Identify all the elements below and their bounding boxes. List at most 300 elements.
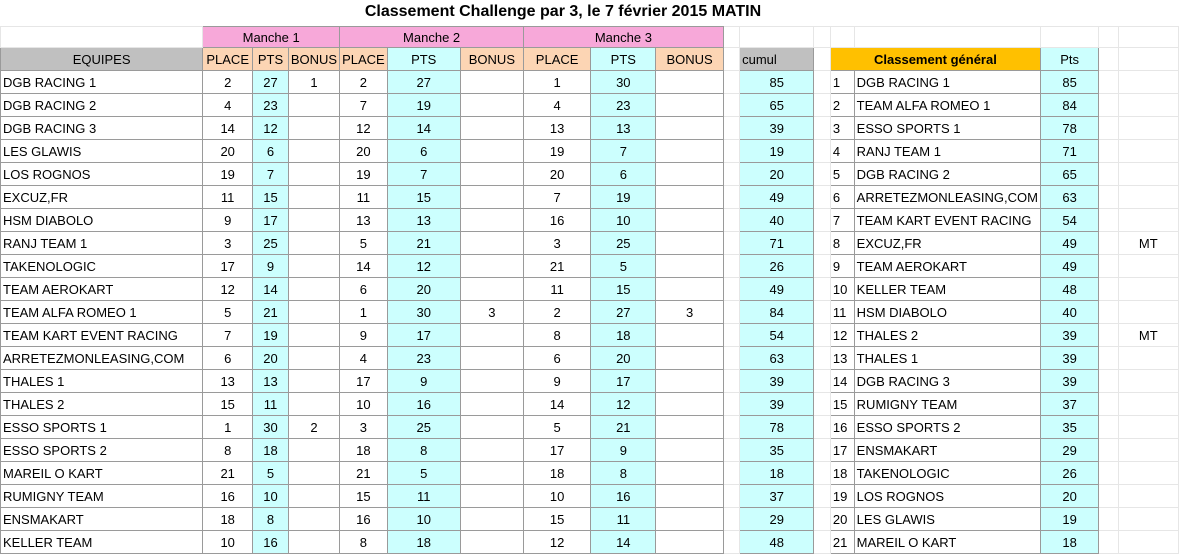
general-team-name: ESSO SPORTS 2 (854, 416, 1040, 439)
m2-pts: 25 (387, 416, 460, 439)
m2-place: 19 (340, 163, 388, 186)
m1-pts: 15 (253, 186, 289, 209)
m3-place: 18 (524, 462, 591, 485)
team-name: EXCUZ,FR (1, 186, 203, 209)
m2-place: 3 (340, 416, 388, 439)
general-note (1118, 140, 1178, 163)
m2-pts: 21 (387, 232, 460, 255)
general-team-name: LES GLAWIS (854, 508, 1040, 531)
general-team-name: ENSMAKART (854, 439, 1040, 462)
m2-bonus-header: BONUS (460, 48, 523, 71)
manche-2-label: Manche 2 (340, 27, 524, 48)
m2-place: 13 (340, 209, 388, 232)
cumul-value: 39 (740, 370, 814, 393)
general-pts: 18 (1040, 531, 1098, 554)
team-name: TEAM KART EVENT RACING (1, 324, 203, 347)
table-row (1, 163, 1179, 186)
cumul-value: 37 (740, 485, 814, 508)
m2-pts: 17 (387, 324, 460, 347)
m1-place: 5 (203, 301, 253, 324)
table-row (1, 209, 1179, 232)
m1-place: 11 (203, 186, 253, 209)
general-pts: 35 (1040, 416, 1098, 439)
m2-bonus (460, 462, 523, 485)
m1-pts: 8 (253, 508, 289, 531)
m2-bonus (460, 324, 523, 347)
m3-pts: 17 (591, 370, 656, 393)
m3-place: 6 (524, 347, 591, 370)
general-rank: 8 (830, 232, 854, 255)
m2-bonus (460, 370, 523, 393)
general-note (1118, 117, 1178, 140)
table-row (1, 462, 1179, 485)
general-rank: 11 (830, 301, 854, 324)
general-pts: 78 (1040, 117, 1098, 140)
general-note (1118, 416, 1178, 439)
team-name: HSM DIABOLO (1, 209, 203, 232)
equipes-header: EQUIPES (1, 48, 203, 71)
general-team-name: RANJ TEAM 1 (854, 140, 1040, 163)
m2-place: 18 (340, 439, 388, 462)
m1-place: 16 (203, 485, 253, 508)
m3-pts: 18 (591, 324, 656, 347)
column-header-row (1, 48, 1179, 71)
team-name: LOS ROGNOS (1, 163, 203, 186)
m2-pts: 5 (387, 462, 460, 485)
m2-place: 21 (340, 462, 388, 485)
m1-pts: 19 (253, 324, 289, 347)
cumul-value: 49 (740, 278, 814, 301)
general-note (1118, 301, 1178, 324)
general-team-name: TEAM ALFA ROMEO 1 (854, 94, 1040, 117)
m2-bonus (460, 140, 523, 163)
m1-pts: 5 (253, 462, 289, 485)
m3-bonus: 3 (656, 301, 723, 324)
m3-pts: 5 (591, 255, 656, 278)
table-row (1, 255, 1179, 278)
general-pts: 84 (1040, 94, 1098, 117)
general-team-name: ARRETEZMONLEASING,COM (854, 186, 1040, 209)
m3-pts: 13 (591, 117, 656, 140)
m1-place: 17 (203, 255, 253, 278)
general-rank: 9 (830, 255, 854, 278)
m3-bonus-header: BONUS (656, 48, 723, 71)
m1-bonus (288, 140, 339, 163)
m1-bonus (288, 347, 339, 370)
general-pts: 85 (1040, 71, 1098, 94)
table-row (1, 117, 1179, 140)
m3-place: 16 (524, 209, 591, 232)
m3-pts: 6 (591, 163, 656, 186)
cumul-value: 19 (740, 140, 814, 163)
general-team-name: THALES 1 (854, 347, 1040, 370)
m1-bonus (288, 393, 339, 416)
general-team-name: RUMIGNY TEAM (854, 393, 1040, 416)
m2-bonus (460, 94, 523, 117)
general-rank: 16 (830, 416, 854, 439)
table-row (1, 370, 1179, 393)
general-rank: 6 (830, 186, 854, 209)
cumul-value: 18 (740, 462, 814, 485)
m1-place: 14 (203, 117, 253, 140)
m3-place: 17 (524, 439, 591, 462)
general-note: MT (1118, 232, 1178, 255)
m2-bonus (460, 209, 523, 232)
m2-place: 14 (340, 255, 388, 278)
table-row (1, 140, 1179, 163)
team-name: DGB RACING 1 (1, 71, 203, 94)
m1-bonus: 1 (288, 71, 339, 94)
cumul-value: 54 (740, 324, 814, 347)
m3-place: 5 (524, 416, 591, 439)
m1-place: 19 (203, 163, 253, 186)
table-row (1, 186, 1179, 209)
m1-pts: 13 (253, 370, 289, 393)
m2-place: 4 (340, 347, 388, 370)
m3-bonus (656, 439, 723, 462)
general-note (1118, 393, 1178, 416)
m3-place: 10 (524, 485, 591, 508)
m3-place: 9 (524, 370, 591, 393)
m1-place: 10 (203, 531, 253, 554)
m2-bonus (460, 508, 523, 531)
m1-pts: 27 (253, 71, 289, 94)
general-note (1118, 462, 1178, 485)
general-team-name: LOS ROGNOS (854, 485, 1040, 508)
team-name: KELLER TEAM (1, 531, 203, 554)
table-row (1, 416, 1179, 439)
general-pts: 71 (1040, 140, 1098, 163)
general-pts: 39 (1040, 370, 1098, 393)
general-pts: 54 (1040, 209, 1098, 232)
cumul-value: 85 (740, 71, 814, 94)
general-pts: 63 (1040, 186, 1098, 209)
general-note: MT (1118, 324, 1178, 347)
general-pts: 26 (1040, 462, 1098, 485)
m2-bonus (460, 117, 523, 140)
m2-pts: 30 (387, 301, 460, 324)
m1-bonus (288, 255, 339, 278)
m1-pts: 17 (253, 209, 289, 232)
m3-pts: 30 (591, 71, 656, 94)
m3-bonus (656, 508, 723, 531)
m3-pts: 9 (591, 439, 656, 462)
general-pts: 65 (1040, 163, 1098, 186)
m1-place: 9 (203, 209, 253, 232)
m3-pts: 11 (591, 508, 656, 531)
m1-place: 12 (203, 278, 253, 301)
general-rank: 17 (830, 439, 854, 462)
classement-general-header: Classement général (830, 48, 1040, 71)
m3-bonus (656, 94, 723, 117)
m2-bonus (460, 347, 523, 370)
m2-bonus (460, 278, 523, 301)
m1-pts: 10 (253, 485, 289, 508)
team-name: RANJ TEAM 1 (1, 232, 203, 255)
sheet-title: Classement Challenge par 3, le 7 février 2015 MATIN (364, 3, 762, 20)
team-name: TAKENOLOGIC (1, 255, 203, 278)
team-name: MAREIL O KART (1, 462, 203, 485)
m1-pts: 11 (253, 393, 289, 416)
m3-place: 7 (524, 186, 591, 209)
cumul-value: 39 (740, 117, 814, 140)
m1-pts: 23 (253, 94, 289, 117)
m2-bonus (460, 232, 523, 255)
m3-bonus (656, 163, 723, 186)
table-row (1, 531, 1179, 554)
m1-pts: 12 (253, 117, 289, 140)
general-rank: 21 (830, 531, 854, 554)
general-pts: 20 (1040, 485, 1098, 508)
general-note (1118, 508, 1178, 531)
general-note (1118, 255, 1178, 278)
m1-pts: 21 (253, 301, 289, 324)
m1-place: 13 (203, 370, 253, 393)
m1-bonus (288, 209, 339, 232)
team-name: DGB RACING 2 (1, 94, 203, 117)
m1-place: 21 (203, 462, 253, 485)
general-rank: 20 (830, 508, 854, 531)
cumul-value: 40 (740, 209, 814, 232)
cumul-header: cumul (740, 48, 814, 71)
table-row (1, 508, 1179, 531)
general-pts: 29 (1040, 439, 1098, 462)
general-pts: 49 (1040, 255, 1098, 278)
m3-pts: 25 (591, 232, 656, 255)
m1-pts: 30 (253, 416, 289, 439)
m2-place: 16 (340, 508, 388, 531)
cumul-value: 35 (740, 439, 814, 462)
team-name: TEAM AEROKART (1, 278, 203, 301)
general-rank: 1 (830, 71, 854, 94)
cumul-value: 65 (740, 94, 814, 117)
m2-pts-header: PTS (387, 48, 460, 71)
m1-bonus (288, 186, 339, 209)
cumul-value: 84 (740, 301, 814, 324)
general-pts: 37 (1040, 393, 1098, 416)
m1-pts: 6 (253, 140, 289, 163)
m2-pts: 13 (387, 209, 460, 232)
m3-bonus (656, 255, 723, 278)
m3-place: 12 (524, 531, 591, 554)
m2-bonus (460, 393, 523, 416)
general-pts: 39 (1040, 347, 1098, 370)
m1-bonus (288, 370, 339, 393)
m3-pts: 12 (591, 393, 656, 416)
m3-bonus (656, 71, 723, 94)
m3-bonus (656, 370, 723, 393)
m1-bonus (288, 232, 339, 255)
m1-bonus (288, 439, 339, 462)
m2-place: 8 (340, 531, 388, 554)
m2-bonus (460, 416, 523, 439)
m3-bonus (656, 278, 723, 301)
m2-pts: 7 (387, 163, 460, 186)
m1-bonus (288, 301, 339, 324)
m3-pts: 19 (591, 186, 656, 209)
table-row (1, 71, 1179, 94)
m1-place: 2 (203, 71, 253, 94)
m3-pts: 7 (591, 140, 656, 163)
m1-place: 20 (203, 140, 253, 163)
general-team-name: TAKENOLOGIC (854, 462, 1040, 485)
m2-pts: 23 (387, 347, 460, 370)
general-note (1118, 186, 1178, 209)
m2-pts: 15 (387, 186, 460, 209)
team-name: DGB RACING 3 (1, 117, 203, 140)
m2-pts: 10 (387, 508, 460, 531)
m3-place: 21 (524, 255, 591, 278)
team-name: LES GLAWIS (1, 140, 203, 163)
m1-bonus: 2 (288, 416, 339, 439)
cumul-value: 78 (740, 416, 814, 439)
general-rank: 3 (830, 117, 854, 140)
m2-bonus (460, 485, 523, 508)
cumul-value: 29 (740, 508, 814, 531)
table-row (1, 485, 1179, 508)
m1-place: 8 (203, 439, 253, 462)
general-rank: 10 (830, 278, 854, 301)
table-row (1, 347, 1179, 370)
cumul-value: 26 (740, 255, 814, 278)
m2-place: 17 (340, 370, 388, 393)
m2-pts: 19 (387, 94, 460, 117)
m3-pts: 21 (591, 416, 656, 439)
m3-pts: 23 (591, 94, 656, 117)
manche-3-label: Manche 3 (524, 27, 724, 48)
table-row (1, 94, 1179, 117)
general-rank: 4 (830, 140, 854, 163)
m2-place: 6 (340, 278, 388, 301)
team-name: TEAM ALFA ROMEO 1 (1, 301, 203, 324)
general-note (1118, 71, 1178, 94)
m3-bonus (656, 393, 723, 416)
m3-pts: 10 (591, 209, 656, 232)
m3-bonus (656, 186, 723, 209)
general-pts: 40 (1040, 301, 1098, 324)
m2-place: 9 (340, 324, 388, 347)
table-row (1, 439, 1179, 462)
team-name: THALES 1 (1, 370, 203, 393)
general-rank: 7 (830, 209, 854, 232)
m3-bonus (656, 117, 723, 140)
general-note (1118, 531, 1178, 554)
manche-header-row (1, 27, 1179, 48)
general-team-name: DGB RACING 2 (854, 163, 1040, 186)
general-team-name: TEAM KART EVENT RACING (854, 209, 1040, 232)
m1-pts-header: PTS (253, 48, 289, 71)
general-team-name: KELLER TEAM (854, 278, 1040, 301)
m1-pts: 18 (253, 439, 289, 462)
general-note (1118, 347, 1178, 370)
general-note (1118, 439, 1178, 462)
m2-pts: 11 (387, 485, 460, 508)
m2-pts: 8 (387, 439, 460, 462)
general-rank: 15 (830, 393, 854, 416)
m2-bonus (460, 163, 523, 186)
table-row (1, 324, 1179, 347)
general-team-name: THALES 2 (854, 324, 1040, 347)
m1-place: 3 (203, 232, 253, 255)
m1-bonus (288, 508, 339, 531)
cumul-value: 71 (740, 232, 814, 255)
m3-place: 4 (524, 94, 591, 117)
m2-place: 12 (340, 117, 388, 140)
m3-pts: 20 (591, 347, 656, 370)
general-rank: 12 (830, 324, 854, 347)
general-pts-header: Pts (1040, 48, 1098, 71)
team-name: ESSO SPORTS 1 (1, 416, 203, 439)
m2-pts: 9 (387, 370, 460, 393)
m2-bonus (460, 71, 523, 94)
ranking-table (0, 26, 1179, 554)
m2-pts: 12 (387, 255, 460, 278)
m2-place: 10 (340, 393, 388, 416)
m1-bonus (288, 324, 339, 347)
m2-bonus (460, 186, 523, 209)
general-team-name: MAREIL O KART (854, 531, 1040, 554)
m2-place: 1 (340, 301, 388, 324)
general-note (1118, 485, 1178, 508)
m1-bonus (288, 278, 339, 301)
general-team-name: DGB RACING 3 (854, 370, 1040, 393)
m2-pts: 18 (387, 531, 460, 554)
m1-bonus (288, 485, 339, 508)
m2-place: 15 (340, 485, 388, 508)
m1-pts: 25 (253, 232, 289, 255)
m1-place: 15 (203, 393, 253, 416)
m3-bonus (656, 416, 723, 439)
m3-bonus (656, 347, 723, 370)
general-pts: 49 (1040, 232, 1098, 255)
table-row (1, 301, 1179, 324)
table-row (1, 393, 1179, 416)
m1-bonus-header: BONUS (288, 48, 339, 71)
general-team-name: DGB RACING 1 (854, 71, 1040, 94)
m3-pts: 27 (591, 301, 656, 324)
m3-place: 20 (524, 163, 591, 186)
m2-place: 20 (340, 140, 388, 163)
m3-place: 3 (524, 232, 591, 255)
m3-place: 1 (524, 71, 591, 94)
team-name: RUMIGNY TEAM (1, 485, 203, 508)
m1-bonus (288, 531, 339, 554)
m1-place: 6 (203, 347, 253, 370)
m3-place: 13 (524, 117, 591, 140)
m3-bonus (656, 485, 723, 508)
general-rank: 14 (830, 370, 854, 393)
general-team-name: HSM DIABOLO (854, 301, 1040, 324)
m2-pts: 27 (387, 71, 460, 94)
m3-bonus (656, 140, 723, 163)
general-team-name: EXCUZ,FR (854, 232, 1040, 255)
m2-place: 11 (340, 186, 388, 209)
m3-pts: 14 (591, 531, 656, 554)
cumul-value: 63 (740, 347, 814, 370)
general-team-name: ESSO SPORTS 1 (854, 117, 1040, 140)
general-rank: 18 (830, 462, 854, 485)
general-note (1118, 163, 1178, 186)
m3-pts-header: PTS (591, 48, 656, 71)
m1-pts: 16 (253, 531, 289, 554)
general-team-name: TEAM AEROKART (854, 255, 1040, 278)
m3-pts: 15 (591, 278, 656, 301)
m2-pts: 14 (387, 117, 460, 140)
general-pts: 48 (1040, 278, 1098, 301)
m2-pts: 6 (387, 140, 460, 163)
m2-place: 5 (340, 232, 388, 255)
m3-bonus (656, 232, 723, 255)
